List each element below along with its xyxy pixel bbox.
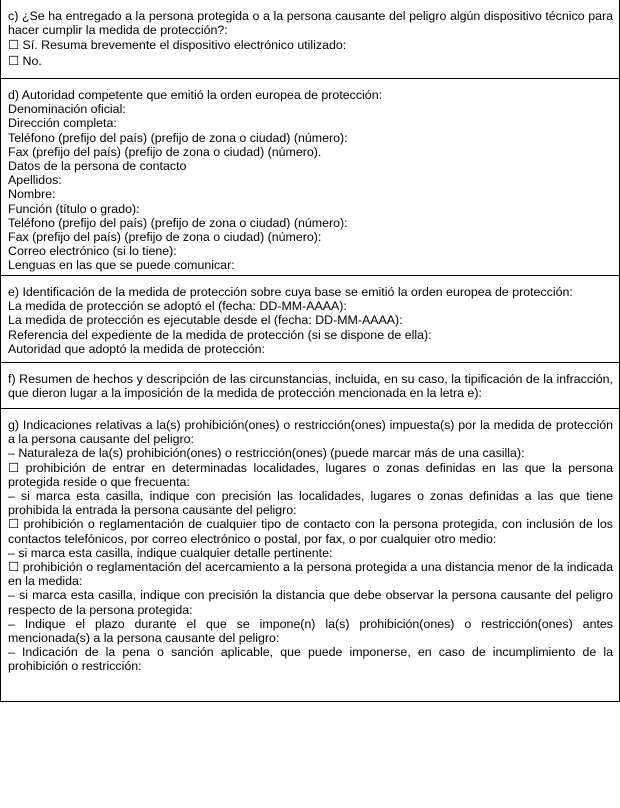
section-d-contact-person: Datos de la persona de contacto (8, 159, 187, 174)
section-d-surname: Apellidos: (8, 173, 62, 188)
section-e-adopted-date: La medida de protección se adoptó el (fecha: DD-MM-AAAA): (8, 299, 347, 314)
section-d-email: Correo electrónico (si lo tiene): (8, 244, 177, 259)
section-c-option-no[interactable]: ☐ No. (8, 53, 42, 68)
section-g-checkbox-contact-prohibition[interactable]: ☐ prohibición o reglamentación de cualquier tipo de contacto con la persona protegida, con inclusión de los contactos telefónicos, por correo electrónico o postal, por fax, o por cualquier otro medio: (8, 517, 613, 546)
section-e-file-reference: Referencia del expediente de la medida de protección (si se dispone de ella): (8, 327, 432, 342)
section-d-fax: Fax (prefijo del país) (prefijo de zona o ciudad) (número). (8, 144, 322, 159)
section-c-option-yes[interactable]: ☐ Sí. Resuma brevemente el dispositivo electrónico utilizado: (8, 38, 347, 53)
section-d-name: Nombre: (8, 187, 56, 202)
section-d-languages: Lenguas en las que se puede comunicar: (8, 258, 235, 273)
section-d-function: Función (título o grado): (8, 201, 140, 216)
section-c (1, 0, 619, 78)
section-d-contact-phone: Teléfono (prefijo del país) (prefijo de zona o ciudad) (número): (8, 215, 348, 230)
section-d-heading: d) Autoridad competente que emitió la orden europea de protección: (8, 88, 383, 102)
section-e (1, 275, 619, 362)
section-e-enforceable-date: La medida de protección es ejecutable desde el (fecha: DD-MM-AAAA): (8, 313, 403, 328)
section-e-heading: e) Identificación de la medida de protección sobre cuya base se emitió la orden europea de protección: (8, 285, 573, 299)
section-g-entry-details: – si marca esta casilla, indique con precisión las localidades, lugares o zonas definidas a las que tiene prohibida la entrada la persona causante del peligro: (8, 489, 613, 518)
section-g-duration: – Indique el plazo durante el que se impone(n) la(s) prohibición(ones) o restricción(ones) antes mencionada(s) a la persona causante del peligro: (8, 616, 613, 646)
section-d (1, 78, 619, 275)
section-d-official-name: Denominación oficial: (8, 102, 126, 117)
section-g-nature-of-prohibition: – Naturaleza de la(s) prohibición(ones) o restricción(ones) (puede marcar más de una casilla): (8, 446, 525, 461)
section-d-phone: Teléfono (prefijo del país) (prefijo de zona o ciudad) (número): (8, 130, 348, 145)
section-g-contact-details: – si marca esta casilla, indique cualquier detalle pertinente: (8, 545, 333, 560)
section-d-full-address: Dirección completa: (8, 116, 117, 131)
section-f-heading: f) Resumen de hechos y descripción de las circunstancias, incluida, en su caso, la tipificación de la infracción, que dieron lugar a la imposición de la medida de protección mencionada en la letra e): (8, 372, 613, 401)
section-g-checkbox-entry-prohibition[interactable]: ☐ prohibición de entrar en determinadas localidades, lugares o zonas definidas en las que la persona protegida reside o que frecuenta: (8, 460, 613, 489)
section-c-question: c) ¿Se ha entregado a la persona protegida o a la persona causante del peligro algún dispositivo técnico para hacer cumplir la medida de protección?: (8, 9, 613, 38)
section-f (1, 362, 619, 408)
section-g-distance-details: – si marca esta casilla, indique con precisión la distancia que debe observar la persona causante del peligro respecto de la persona protegida: (8, 588, 613, 617)
section-e-adopting-authority: Autoridad que adoptó la medida de protección: (8, 341, 265, 356)
section-g (1, 408, 619, 702)
section-d-contact-fax: Fax (prefijo del país) (prefijo de zona o ciudad) (número): (8, 230, 322, 245)
section-g-penalty: – Indicación de la pena o sanción aplicable, que puede imponerse, en caso de incumplimiento de la prohibición o restricción: (8, 645, 613, 674)
section-g-heading: g) Indicaciones relativas a la(s) prohibición(ones) o restricción(ones) impuesta(s) por la medida de protección a la persona causante del peligro: (8, 418, 613, 447)
section-g-checkbox-approach-prohibition[interactable]: ☐ prohibición o reglamentación del acercamiento a la persona protegida a una distancia menor de la indicada en la medida: (8, 560, 613, 589)
